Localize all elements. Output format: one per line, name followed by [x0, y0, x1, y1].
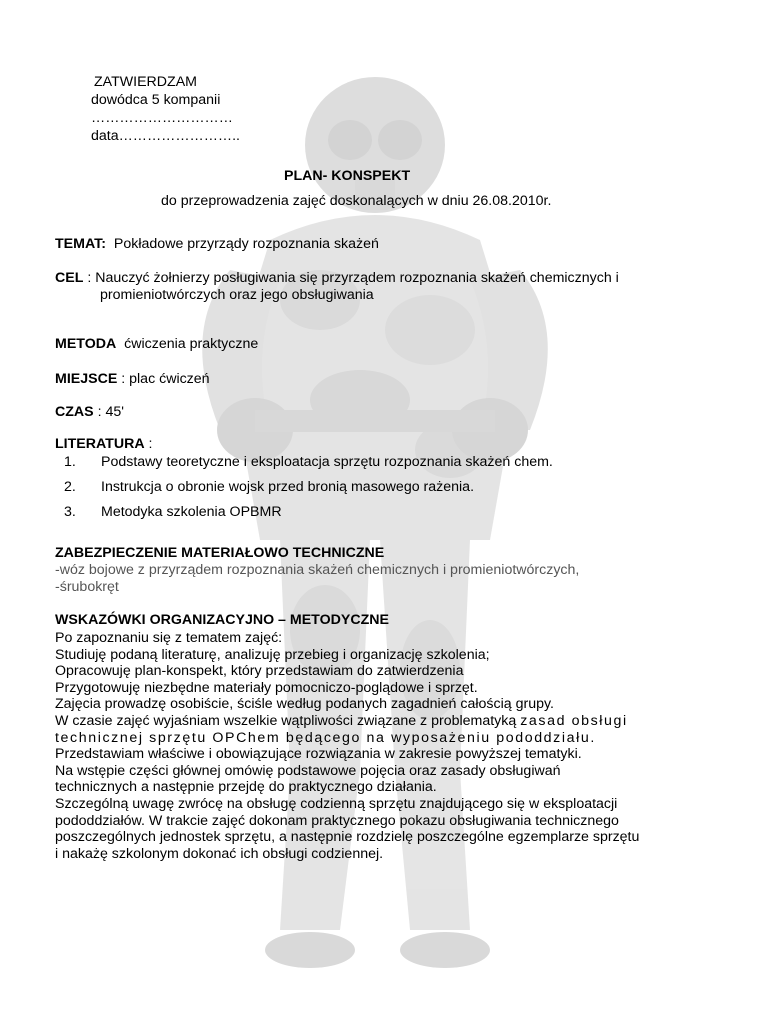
cel-row	[55, 270, 619, 287]
list-item-number: 2.	[64, 479, 76, 495]
approval-date-line: data……………………..	[91, 128, 240, 144]
miejsce-value: : plac ćwiczeń	[121, 371, 210, 387]
cel-line1: : Nauczyć żołnierzy posługiwania się przyrządem rozpoznania skażeń chemicznych i	[87, 270, 619, 286]
paragraph-line-part: W czasie zajęć wyjaśniam wszelkie wątpliwości związane z problematyką	[55, 712, 521, 729]
zabezpieczenie-line2: -śrubokręt	[55, 579, 119, 595]
paragraph-line-mixed	[55, 713, 715, 730]
approval-role: dowódca 5 kompanii	[91, 92, 221, 108]
paragraph-line: pododdziałów. W trakcie zajęć dokonam praktycznego pokazu obsługiwania technicznego	[55, 812, 619, 829]
zabezpieczenie-line1: -wóz bojowe z przyrządem rozpoznania skażeń chemicznych i promieniotwórczych,	[55, 562, 580, 578]
wskazowki-label: WSKAZÓWKI ORGANIZACYJNO – METODYCZNE	[55, 612, 389, 628]
approval-title: ZATWIERDZAM	[94, 74, 197, 90]
czas-row	[55, 404, 124, 421]
zabezpieczenie-label: ZABEZPIECZENIE MATERIAŁOWO TECHNICZNE	[55, 545, 385, 561]
metoda-label: METODA	[55, 336, 117, 352]
paragraph-line: technicznych a następnie przejdę do praktycznego działania.	[55, 779, 437, 796]
miejsce-row	[55, 371, 210, 388]
approval-signature-line: …………………………	[91, 110, 233, 126]
document-title: PLAN- KONSPEKT	[284, 168, 411, 184]
paragraph-line: poszczególnych jednostek sprzętu, a następnie rozdzielę poszczególne egzemplarze sprzętu	[55, 829, 640, 846]
paragraph-line: Szczególną uwagę zwrócę na obsługę codzienną sprzętu znajdującego się w eksploatacji	[55, 795, 618, 812]
temat-label: TEMAT:	[55, 236, 106, 252]
cel-line2: promieniotwórczych oraz jego obsługiwania	[100, 287, 374, 303]
paragraph-line: Po zapoznaniu się z tematem zajęć:	[55, 630, 283, 646]
list-item-text: Podstawy teoretyczne i eksploatacja sprzętu rozpoznania skażeń chem.	[101, 454, 553, 470]
paragraph-line: Na wstępie części głównej omówię podstawowe pojęcia oraz zasady obsługiwań	[55, 762, 561, 779]
czas-label: CZAS	[55, 404, 94, 420]
czas-value: : 45'	[97, 404, 124, 420]
literatura-label: LITERATURA	[55, 436, 145, 452]
paragraph-line: Zajęcia prowadzę osobiście, ściśle według podanych zagadnień całością grupy.	[55, 696, 554, 713]
list-item-number: 1.	[64, 454, 76, 470]
list-item-text: Instrukcja o obronie wojsk przed bronią masowego rażenia.	[101, 479, 475, 495]
temat-row	[55, 236, 379, 253]
temat-value: Pokładowe przyrządy rozpoznania skażeń	[113, 236, 379, 252]
metoda-row	[55, 336, 258, 353]
document-subtitle: do przeprowadzenia zajęć doskonalących w dniu 26.08.2010r.	[161, 193, 552, 209]
miejsce-label: MIEJSCE	[55, 371, 118, 387]
metoda-value: ćwiczenia praktyczne	[124, 336, 259, 352]
paragraph-line: Studiuję podaną literaturę, analizuję przebieg i organizację szkolenia;	[55, 646, 490, 663]
cel-label: CEL	[55, 270, 84, 286]
paragraph-line: Przygotowuję niezbędne materiały pomocniczo-poglądowe i sprzęt.	[55, 679, 478, 696]
wskazowki-paragraph	[55, 630, 715, 862]
paragraph-line-part-spaced: zasad obsługi	[520, 712, 628, 729]
literatura-suffix: :	[148, 436, 153, 452]
paragraph-line: Przedstawiam właściwe i obowiązujące rozwiązania w zakresie powyższej tematyki.	[55, 746, 582, 763]
literatura-row	[55, 436, 153, 453]
paragraph-line: technicznej sprzętu OPChem będącego na wyposażeniu pododdziału.	[55, 729, 596, 746]
list-item-text: Metodyka szkolenia OPBMR	[101, 504, 282, 520]
paragraph-line: i nakażę szkolonym dokonać ich obsługi codziennej.	[55, 845, 384, 862]
paragraph-line: Opracowuję plan-konspekt, który przedstawiam do zatwierdzenia	[55, 663, 464, 680]
list-item-number: 3.	[64, 504, 76, 520]
